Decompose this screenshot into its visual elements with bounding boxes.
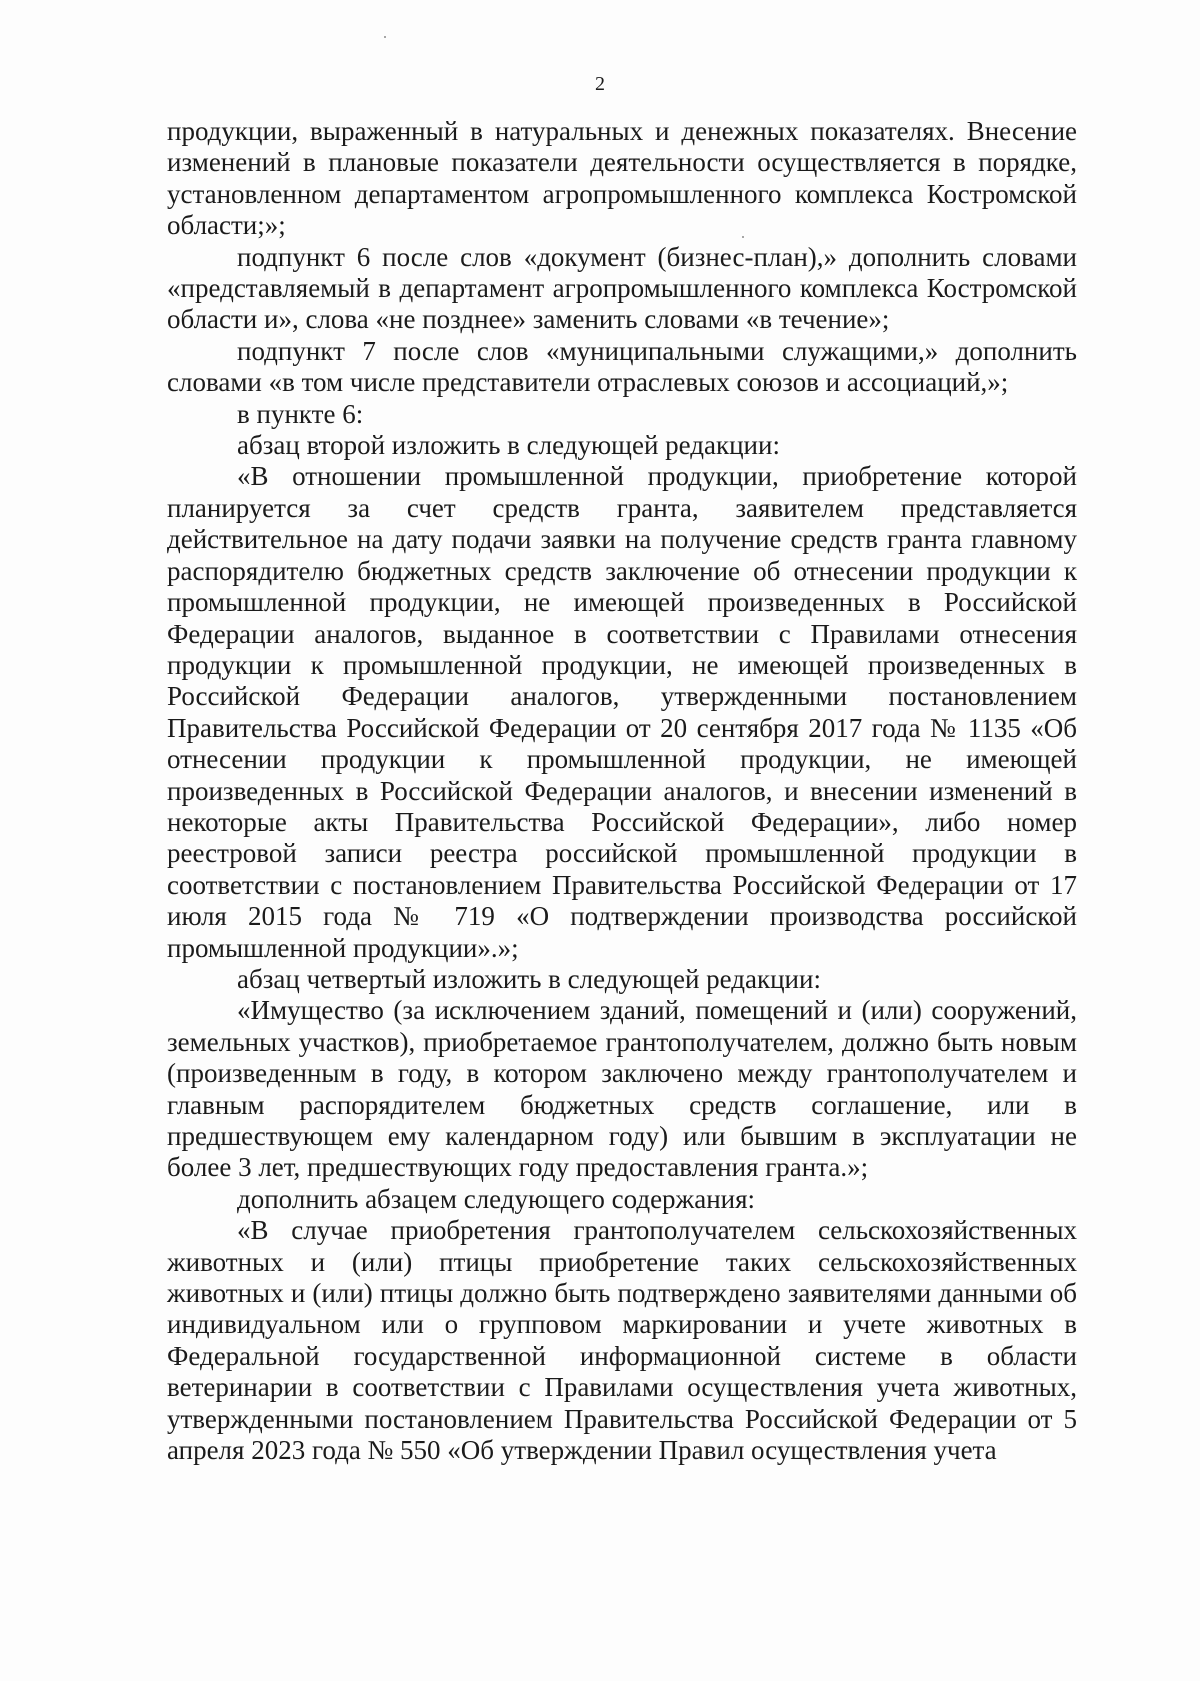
paragraph-second-abzac-instruction: абзац второй изложить в следующей редакции: xyxy=(237,430,780,461)
paragraph-animals-quote: «В случае приобретения грантополучателем сельскохозяйственных животных и (или) птицы приобретение таких сельскохозяйственных животных и (или) птицы должно быть подтверждено заявителями данными об индивидуальном или о групповом маркировании и учете животных в Федеральной государственной информационной системе в области ветеринарии в соответствии с Правилами осуществления учета животных, утвержденными постановлением Правительства Российской Федерации от 5 апреля 2023 года № 550 «Об утверждении Правил осуществления учета xyxy=(167,1215,1077,1466)
paragraph-continuation: продукции, выраженный в натуральных и денежных показателях. Внесение изменений в плановые показатели деятельности осуществляется в порядке, установленном департаментом агропромышленного комплекса Костромской области;»; xyxy=(167,116,1077,241)
scan-speck xyxy=(384,36,386,38)
paragraph-subpoint-6: подпункт 6 после слов «документ (бизнес-план),» дополнить словами «представляемый в департамент агропромышленного комплекса Костромской области и», слова «не позднее» заменить словами «в течение»; xyxy=(167,241,1077,335)
paragraph-subpoint-7: подпункт 7 после слов «муниципальными служащими,» дополнить словами «в том числе представители отраслевых союзов и ассоциаций,»; xyxy=(167,335,1077,398)
page-number: 2 xyxy=(595,73,605,95)
paragraph-industrial-products-quote: «В отношении промышленной продукции, приобретение которой планируется за счет средств гранта, заявителем представляется действительное на дату подачи заявки на получение средств гранта главному распорядителю бюджетных средств заключение об отнесении продукции к промышленной продукции, не имеющей произведенных в Российской Федерации аналогов, выданное в соответствии с Правилами отнесения продукции к промышленной продукции, не имеющей произведенных в Российской Федерации аналогов, утвержденными постановлением Правительства Российской Федерации от 20 сентября 2017 года № 1135 «Об отнесении продукции к промышленной продукции, не имеющей произведенных в Российской Федерации аналогов, и внесении изменений в некоторые акты Правительства Российской Федерации», либо номер реестровой записи реестра российской промышленной продукции в соответствии с постановлением Правительства Российской Федерации от 17 июля 2015 года № 719 «О подтверждении производства российской промышленной продукции».»; xyxy=(167,461,1077,963)
paragraph-add-abzac-instruction: дополнить абзацем следующего содержания: xyxy=(237,1183,756,1214)
paragraph-property-quote: «Имущество (за исключением зданий, помещений и (или) сооружений, земельных участков), приобретаемое грантополучателем, должно быть новым (произведенным в году, в котором заключено между грантополучателем и главным распорядителем бюджетных средств соглашение, или в предшествующем ему календарном году) или бывшим в эксплуатации не более 3 лет, предшествующих году предоставления гранта.»; xyxy=(167,995,1077,1183)
scan-speck xyxy=(742,236,744,238)
paragraph-fourth-abzac-instruction: абзац четвертый изложить в следующей редакции: xyxy=(237,963,821,994)
document-body xyxy=(167,116,1077,1466)
paragraph-point-6-heading: в пункте 6: xyxy=(237,398,364,429)
